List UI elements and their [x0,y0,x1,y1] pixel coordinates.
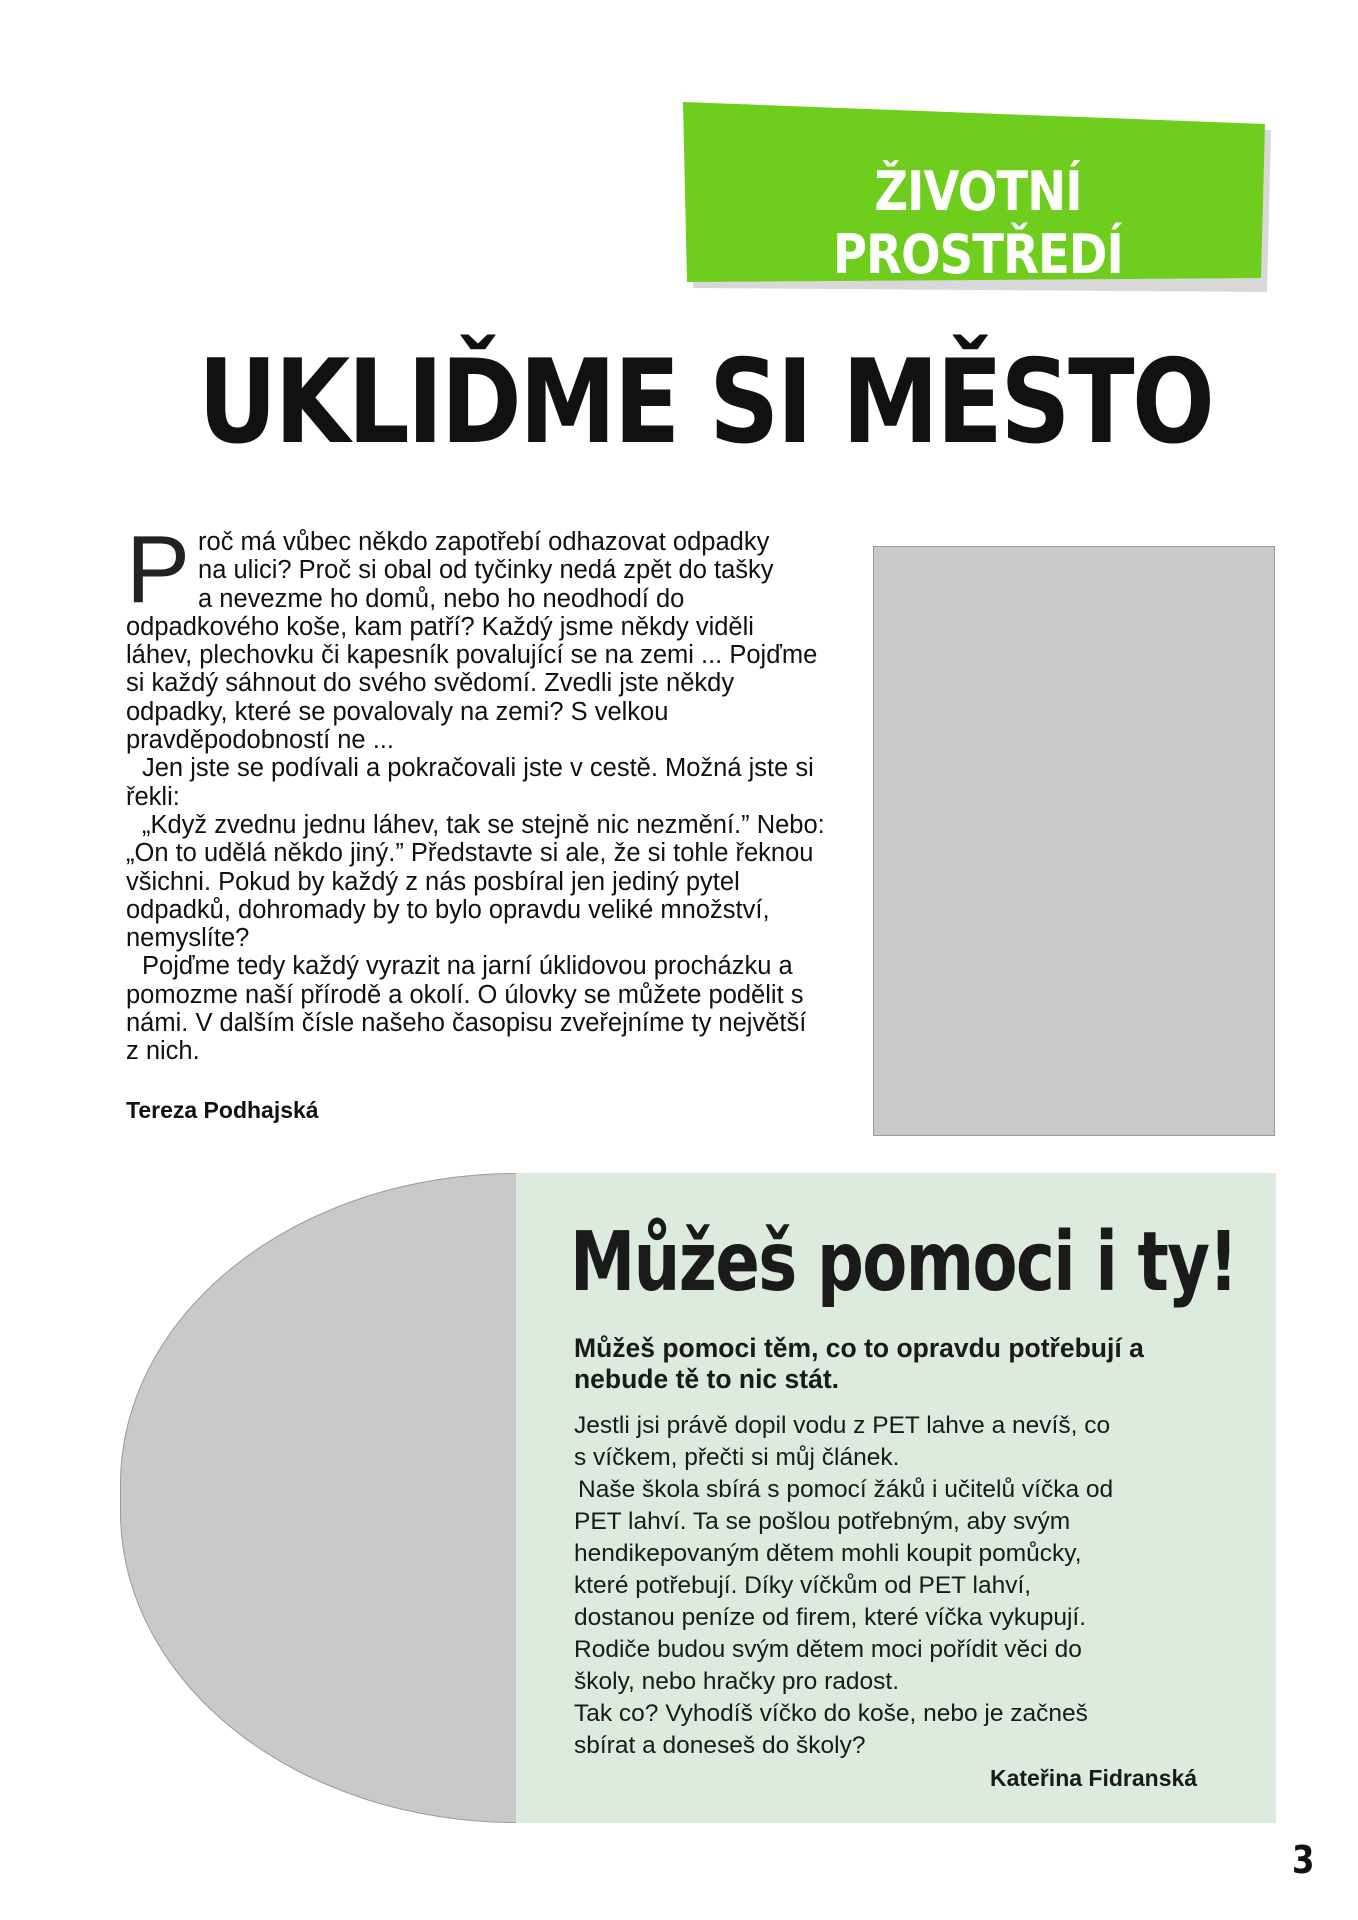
article-line: na ulici? Proč si obal od tyčinky nedá zpět do tašky [198,556,774,585]
panel-line: sbírat a doneseš do školy? [574,1732,866,1759]
section-title: ŽIVOTNÍ PROSTŘEDÍ [833,160,1123,286]
article-author: Tereza Podhajská [126,1097,319,1123]
panel-author: Kateřina Fidranská [990,1765,1198,1791]
panel-line: Jestli jsi právě dopil vodu z PET lahve a nevíš, co [574,1412,1111,1439]
page-number: 3 [1291,1838,1315,1882]
bottle-caps-photo [120,1173,516,1823]
dropcap: P [126,516,191,623]
article-line: a nevezme ho domů, nebo ho neodhodí do [198,584,685,613]
article-line: roč má vůbec někdo zapotřebí odhazovat odpadky [198,528,770,556]
article-paragraph: Jen jste se podívali a pokračovali jste v cestě. Možná jste si řekli: [126,754,814,811]
panel-line: školy, nebo hračky pro radost. [574,1668,900,1695]
article-body [126,516,826,1066]
panel-lead: Můžeš pomoci těm, co to opravdu potřebují a nebude tě to nic stát. [574,1333,1144,1394]
section-banner [683,102,1273,292]
panel-line: s víčkem, přečti si můj článek. [574,1444,900,1471]
trash-bin-photo [873,546,1275,1136]
article-paragraph: „Když zvednu jednu láhev, tak se stejně nic nezmění.” Nebo: „On to udělá někdo jiný.” Představte si ale, že si tohle řeknou všichni. Pokud by každý z nás posbíral jen jediný pytel odpadků, dohromady by to bylo opravdu veliké množství, nemyslíte? [126,810,825,953]
panel-line: dostanou peníze od firem, které víčka vykupují. [574,1604,1087,1631]
panel-line: Tak co? Vyhodíš víčko do koše, nebo je začneš [574,1700,1088,1727]
article-headline: UKLIĎME SI MĚSTO [198,335,1213,470]
article-paragraph: odpadkového koše, kam patří? Každý jsme někdy viděli láhev, plechovku či kapesník povalující se na zemi ... Pojďme si každý sáhnout do svého svědomí. Zvedli jste někdy odpadky, které se povalovaly na zemi? S velkou pravděpodobností ne ... [126,612,818,755]
panel-body [574,1410,1214,1762]
panel-line: Rodiče budou svým dětem moci pořídit věci do [574,1636,1082,1663]
panel-line: hendikepovaným dětem mohli koupit pomůcky, [574,1540,1082,1567]
article-paragraph: Pojďme tedy každý vyrazit na jarní úklidovou procházku a pomozme naší přírodě a okolí. O úlovky se můžete podělit s námi. V dalším čísle našeho časopisu zveřejníme ty největší z nich. [126,952,807,1066]
panel-title: Můžeš pomoci i ty! [570,1215,1237,1310]
panel-line: PET lahví. Ta se pošlou potřebným, aby svým [574,1508,1071,1535]
panel-line: které potřebují. Díky víčkům od PET lahví, [574,1572,1032,1599]
panel-line: Naše škola sbírá s pomocí žáků i učitelů víčka od [578,1476,1114,1503]
